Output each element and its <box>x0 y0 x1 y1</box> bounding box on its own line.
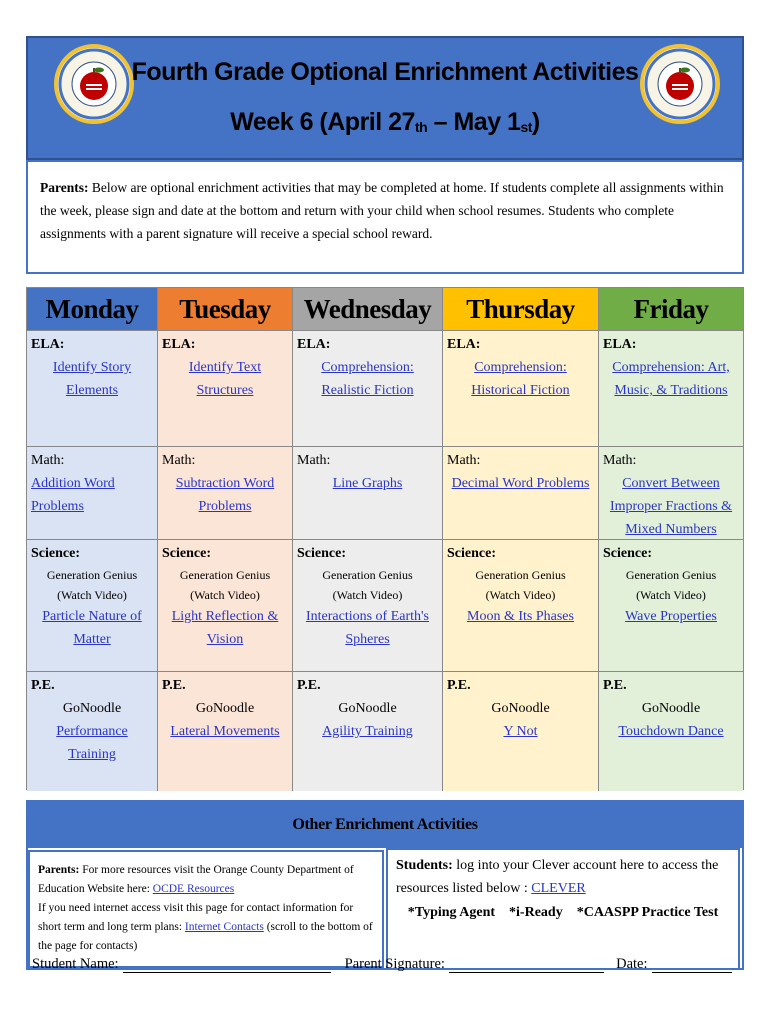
science-link-thursday[interactable]: Moon & Its Phases <box>467 609 574 624</box>
internet-contacts-link[interactable]: Internet Contacts <box>184 921 264 933</box>
ela-cell-tuesday <box>158 331 293 447</box>
header-banner <box>26 36 744 160</box>
math-link-thursday[interactable]: Decimal Word Problems <box>451 476 590 491</box>
ela-label: ELA: <box>603 337 637 352</box>
pe-link-tuesday[interactable]: Lateral Movements <box>170 724 280 739</box>
pe-source: GoNoodle <box>62 701 122 716</box>
pe-cell-friday <box>599 672 743 791</box>
day-header-monday: Monday <box>27 288 158 331</box>
practice-tests-list <box>396 901 730 924</box>
pe-source: GoNoodle <box>641 701 701 716</box>
math-cell-friday <box>599 447 743 540</box>
student-name-field[interactable] <box>123 956 332 973</box>
math-label: Math: <box>162 453 196 468</box>
science-source: Generation Genius <box>625 568 717 582</box>
ela-cell-thursday <box>443 331 599 447</box>
pe-label: P.E. <box>297 678 321 693</box>
science-source: Generation Genius <box>46 568 138 582</box>
pe-cell-thursday <box>443 672 599 791</box>
ocde-resources-link[interactable]: OCDE Resources <box>152 883 235 895</box>
science-note: (Watch Video) <box>57 588 127 602</box>
science-link-friday[interactable]: Wave Properties <box>625 609 717 624</box>
ela-label: ELA: <box>31 337 65 352</box>
typing-agent-item: *Typing Agent <box>407 905 496 920</box>
science-cell-wednesday <box>293 540 443 672</box>
clever-link[interactable]: CLEVER <box>531 881 586 896</box>
day-header-wednesday: Wednesday <box>293 288 443 331</box>
day-header-friday: Friday <box>599 288 743 331</box>
science-label: Science: <box>162 546 211 561</box>
ela-link-thursday[interactable]: Comprehension: Historical Fiction <box>471 360 570 398</box>
science-link-tuesday[interactable]: Light Reflection & Vision <box>171 609 279 647</box>
date-label: Date: <box>616 956 648 972</box>
pe-source: GoNoodle <box>491 701 550 716</box>
ela-cell-wednesday <box>293 331 443 447</box>
math-link-friday[interactable]: Convert Between Improper Fractions & Mixed Numbers <box>609 476 733 537</box>
science-note: (Watch Video) <box>190 588 260 602</box>
parents-resources-box: Parents: For more resources visit the Orange County Department of Education Website here: OCDE Resources If you need internet access visit this page for contact information for short term and long term plans: Internet Contacts (scroll to the bottom of the page for contacts) <box>28 850 384 968</box>
pe-link-thursday[interactable]: Y Not <box>503 724 538 739</box>
ela-link-friday[interactable]: Comprehension: Art, Music, & Traditions <box>612 360 730 398</box>
math-cell-monday <box>27 447 158 540</box>
ela-cell-monday <box>27 331 158 447</box>
ela-label: ELA: <box>162 337 196 352</box>
math-link-monday[interactable]: Addition Word Problems <box>31 476 115 514</box>
students-resources-box: Students: log into your Clever account here to access the resources listed below : CLEVER *Typing Agent *i-Ready *CAASPP Practice Test <box>386 848 740 970</box>
other-enrichment-section <box>26 800 744 970</box>
ela-link-wednesday[interactable]: Comprehension: Realistic Fiction <box>321 360 414 398</box>
science-cell-thursday <box>443 540 599 672</box>
pe-source: GoNoodle <box>338 701 397 716</box>
pe-source: GoNoodle <box>195 701 255 716</box>
parent-signature-field[interactable] <box>449 956 605 973</box>
science-link-wednesday[interactable]: Interactions of Earth's Spheres <box>305 609 430 647</box>
pe-cell-monday <box>27 672 158 791</box>
ela-label: ELA: <box>297 337 331 352</box>
parent-instructions: Parents: Below are optional enrichment activities that may be completed at home. If students complete all assignments within the week, please sign and date at the bottom and return with your child when school resumes. Students who complete assignments with a parent signature will receive a special school reward. <box>26 160 744 274</box>
pe-label: P.E. <box>447 678 471 693</box>
ela-cell-friday <box>599 331 743 447</box>
science-note: (Watch Video) <box>485 588 556 602</box>
science-link-monday[interactable]: Particle Nature of Matter <box>42 609 142 647</box>
math-link-tuesday[interactable]: Subtraction Word Problems <box>175 476 275 514</box>
day-header-thursday: Thursday <box>443 288 599 331</box>
signature-line <box>32 956 732 973</box>
science-label: Science: <box>31 546 80 561</box>
science-note: (Watch Video) <box>332 588 403 602</box>
science-label: Science: <box>603 546 652 561</box>
science-source: Generation Genius <box>475 568 566 582</box>
iready-item: *i-Ready <box>509 905 563 920</box>
math-cell-wednesday <box>293 447 443 540</box>
science-cell-tuesday <box>158 540 293 672</box>
student-name-label: Student Name: <box>32 956 119 972</box>
date-field[interactable] <box>652 956 733 973</box>
weekly-schedule-grid <box>26 287 744 790</box>
math-label: Math: <box>297 453 331 468</box>
day-header-tuesday: Tuesday <box>158 288 293 331</box>
ela-label: ELA: <box>447 337 481 352</box>
ela-link-tuesday[interactable]: Identify Text Structures <box>188 360 262 398</box>
math-link-wednesday[interactable]: Line Graphs <box>332 476 403 491</box>
page-subtitle: Week 6 (April 27th – May 1st) <box>230 108 540 136</box>
pe-cell-tuesday <box>158 672 293 791</box>
other-enrichment-heading: Other Enrichment Activities <box>28 802 742 848</box>
science-cell-friday <box>599 540 743 672</box>
science-cell-monday <box>27 540 158 672</box>
science-note: (Watch Video) <box>636 588 706 602</box>
pe-link-wednesday[interactable]: Agility Training <box>322 724 413 739</box>
parents-label: Parents: <box>38 864 80 876</box>
parent-signature-label: Parent Signature: <box>344 956 445 972</box>
science-source: Generation Genius <box>322 568 413 582</box>
caaspp-item: *CAASPP Practice Test <box>576 905 719 920</box>
science-label: Science: <box>447 546 496 561</box>
science-source: Generation Genius <box>179 568 271 582</box>
pe-label: P.E. <box>603 678 627 693</box>
math-label: Math: <box>31 453 65 468</box>
pe-link-monday[interactable]: Performance Training <box>56 724 128 762</box>
math-label: Math: <box>447 453 481 468</box>
math-cell-tuesday <box>158 447 293 540</box>
pe-cell-wednesday <box>293 672 443 791</box>
ela-link-monday[interactable]: Identify Story Elements <box>52 360 132 398</box>
pe-label: P.E. <box>162 678 186 693</box>
math-label: Math: <box>603 453 637 468</box>
science-label: Science: <box>297 546 346 561</box>
students-label: Students: <box>396 858 453 873</box>
pe-label: P.E. <box>31 678 55 693</box>
math-cell-thursday <box>443 447 599 540</box>
pe-link-friday[interactable]: Touchdown Dance <box>618 724 724 739</box>
page-title: Fourth Grade Optional Enrichment Activities <box>131 58 639 86</box>
